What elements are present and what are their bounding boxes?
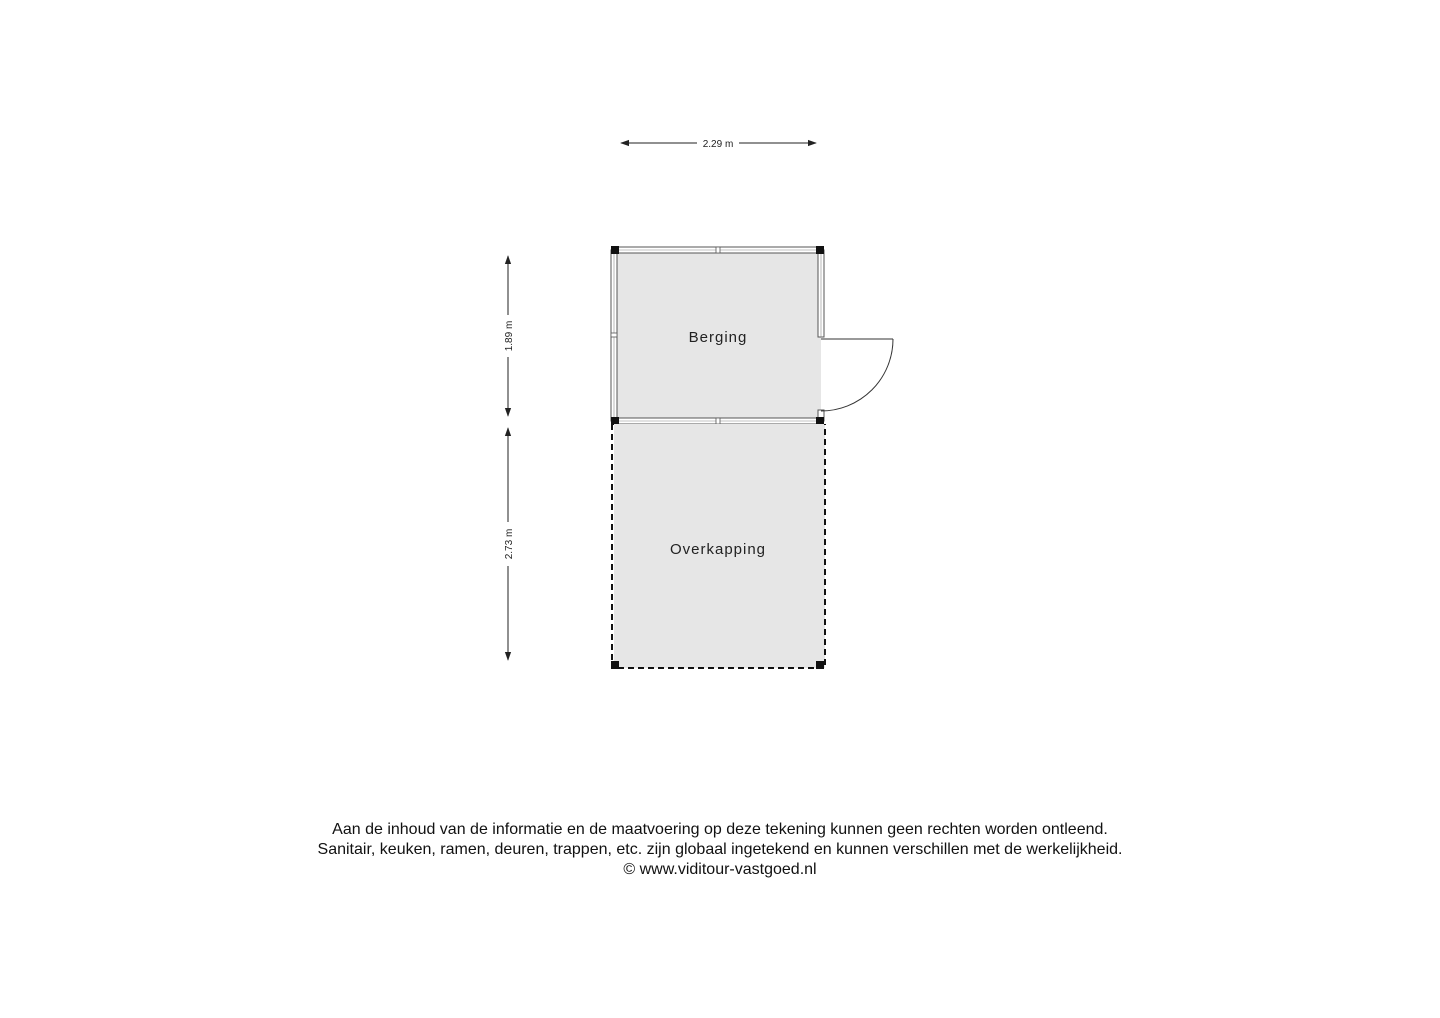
copyright-text: © www.viditour-vastgoed.nl [623, 861, 817, 878]
post-mid-left [611, 417, 619, 425]
dimension-width-label: 2.29 m [702, 139, 734, 150]
post-bottom-left [611, 661, 619, 669]
dimension-height-overkapping-label: 2.73 m [504, 528, 515, 560]
room-berging [611, 246, 824, 425]
door-swing [821, 339, 893, 411]
post-top-right [816, 246, 824, 254]
room-overkapping [611, 424, 825, 669]
post-top-left [611, 246, 619, 254]
room-label-overkapping: Overkapping [669, 541, 767, 558]
dimension-height-berging [504, 256, 515, 416]
dimension-height-overkapping [504, 428, 515, 660]
disclaimer-line-1: Aan de inhoud van de informatie en de maatvoering op deze tekening kunnen geen rechten worden ontleend. [332, 821, 1108, 838]
post-mid-right [816, 417, 824, 425]
room-label-berging: Berging [688, 329, 748, 346]
dimension-width [621, 139, 816, 150]
disclaimer-line-2: Sanitair, keuken, ramen, deuren, trappen, etc. zijn globaal ingetekend en kunnen verschillen met de werkelijkheid. [317, 841, 1123, 858]
post-bottom-right [816, 661, 824, 669]
dimension-height-berging-label: 1.89 m [504, 320, 515, 352]
disclaimer [0, 820, 1440, 880]
